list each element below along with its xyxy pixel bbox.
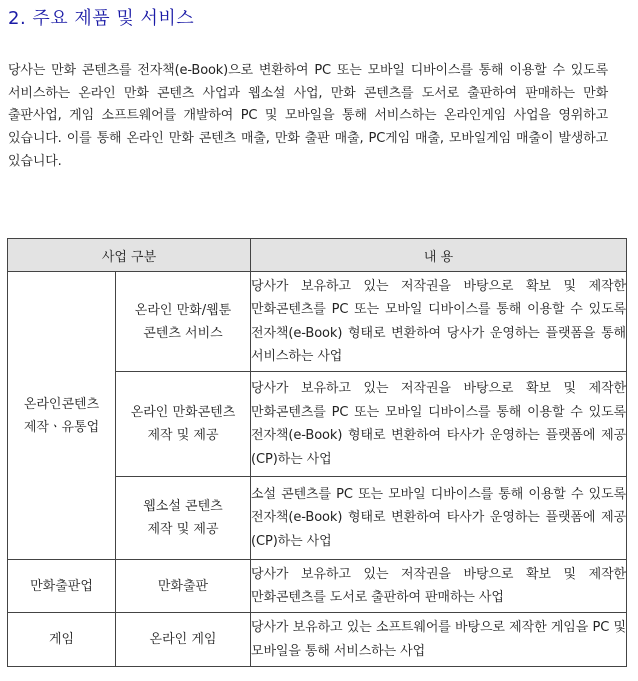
header-category: 사업 구분 — [8, 239, 251, 272]
category-line: 제작ㆍ유통업 — [23, 419, 100, 435]
subcategory-cell — [116, 477, 251, 560]
header-content: 내 용 — [251, 239, 627, 272]
category-online-content — [8, 272, 116, 560]
subcategory-line: 만화출판 — [157, 578, 209, 594]
content-cell: 당사가 보유하고 있는 소프트웨어를 바탕으로 제작한 게임을 PC 및 모바일을 통해 서비스하는 사업 — [251, 613, 627, 667]
subcategory-line: 콘텐츠 서비스 — [143, 325, 223, 341]
table-header-row — [8, 239, 627, 272]
section-title: 2. 주요 제품 및 서비스 — [8, 8, 195, 29]
content-cell: 당사가 보유하고 있는 저작권을 바탕으로 확보 및 제작한 만화콘텐츠를 PC 또는 모바일 디바이스를 통해 이용할 수 있도록 전자책(e-Book) 형태로 변환하여 당사가 운영하는 플랫폼을 통해 서비스하는 사업 — [251, 272, 627, 372]
table-row — [8, 613, 627, 667]
subcategory-line: 웹소설 콘텐츠 — [143, 499, 223, 514]
subcategory-cell — [116, 613, 251, 667]
subcategory-line: 제작 및 제공 — [147, 522, 219, 537]
subcategory-cell — [116, 272, 251, 372]
content-cell: 당사가 보유하고 있는 저작권을 바탕으로 확보 및 제작한 만화콘텐츠를 PC 또는 모바일 디바이스를 통해 이용할 수 있도록 전자책(e-Book) 형태로 변환하여 타사가 운영하는 플랫폼에 제공(CP)하는 사업 — [251, 372, 627, 477]
content-cell: 당사가 보유하고 있는 저작권을 바탕으로 확보 및 제작한 만화콘텐츠를 도서로 출판하여 판매하는 사업 — [251, 560, 627, 613]
table-row — [8, 272, 627, 372]
category-publishing: 만화출판업 — [8, 560, 116, 613]
content-cell: 소설 콘텐츠를 PC 또는 모바일 디바이스를 통해 이용할 수 있도록 전자책(e-Book) 형태로 변환하여 타사가 운영하는 플랫폼에 제공(CP)하는 사업 — [251, 477, 627, 560]
subcategory-line: 온라인 만화/웹툰 — [134, 302, 232, 318]
subcategory-cell — [116, 560, 251, 613]
subcategory-line: 온라인 만화콘텐츠 — [130, 405, 236, 420]
business-table — [7, 238, 627, 667]
category-line: 온라인콘텐츠 — [23, 396, 100, 412]
category-game: 게임 — [8, 613, 116, 667]
subcategory-line: 제작 및 제공 — [147, 428, 219, 443]
intro-paragraph: 당사는 만화 콘텐츠를 전자책(e-Book)으로 변환하여 PC 또는 모바일 디바이스를 통해 이용할 수 있도록 서비스하는 온라인 만화 콘텐츠 사업과 웹소설 사업, 만화 콘텐츠를 도서로 출판하여 판매하는 만화 출판사업, 게임 소프트웨어를 개발하여 PC 및 모바일을 통해 서비스하는 온라인게임 사업을 영위하고 있습니다. 이를 통해 온라인 만화 콘텐츠 매출, 만화 출판 매출, PC게임 매출, 모바일게임 매출이 발생하고 있습니다. — [8, 63, 608, 169]
subcategory-line: 온라인 게임 — [149, 632, 217, 647]
subcategory-cell — [116, 372, 251, 477]
table-row — [8, 560, 627, 613]
